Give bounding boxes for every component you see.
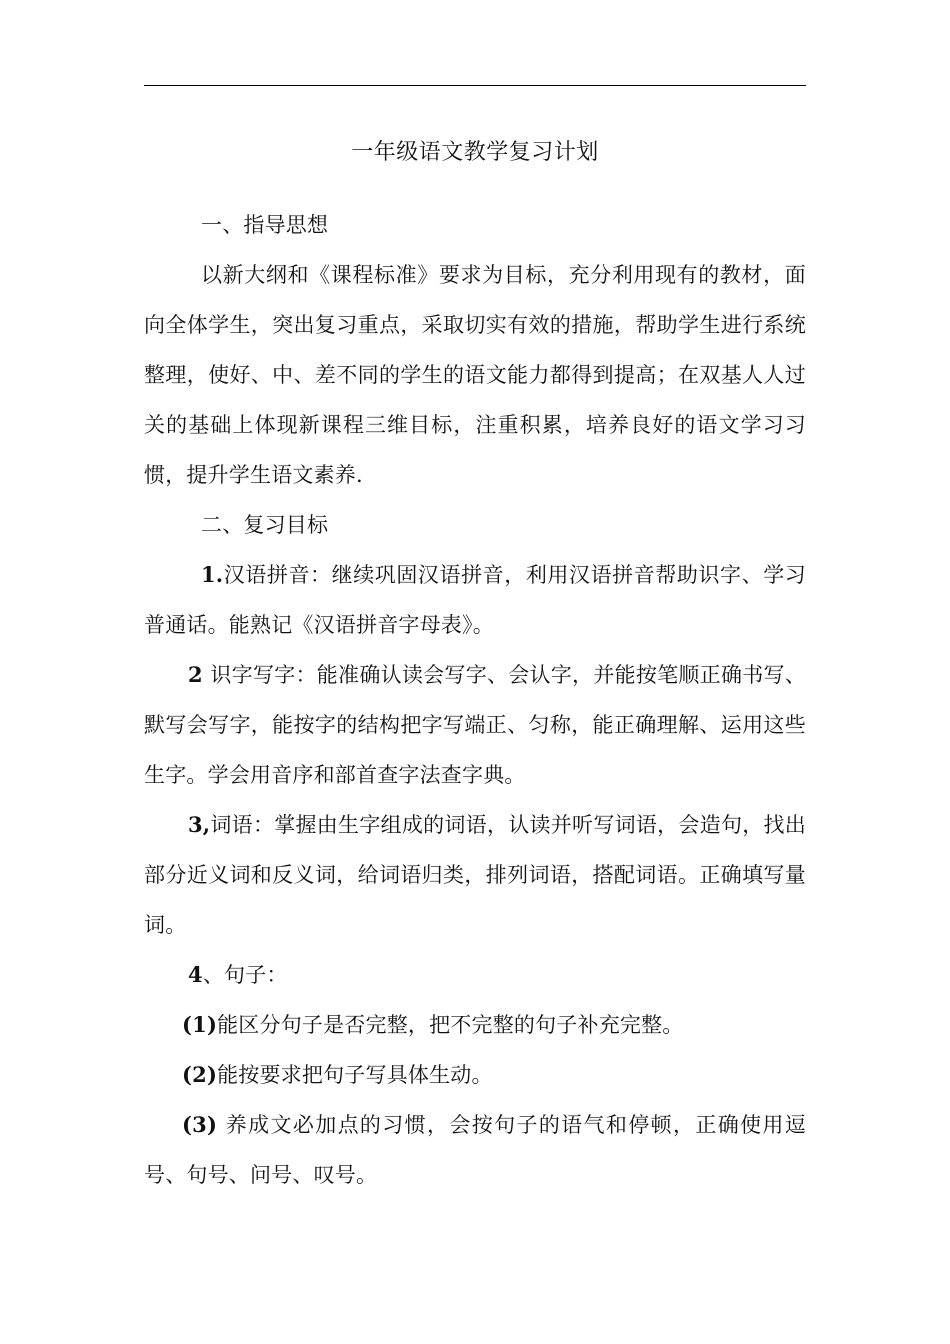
goal-item-text: 汉语拼音：继续巩固汉语拼音，利用汉语拼音帮助识字、学习普通话。能熟记《汉语拼音字母表》。 (144, 563, 806, 637)
goal-item-text: 词语：掌握由生字组成的词语，认读并听写词语，会造句，找出部分近义词和反义词，给词语归类，排列词语，搭配词语。正确填写量词。 (144, 813, 806, 937)
goal-item-number: 3, (188, 812, 211, 837)
sub-item-number: (1) (182, 1012, 218, 1037)
sub-item-text: 能区分句子是否完整，把不完整的句子补充完整。 (217, 1013, 684, 1037)
goal-item-words (144, 800, 806, 950)
sub-item-text: 能按要求把句子写具体生动。 (217, 1063, 493, 1087)
goal-item-number: 1. (201, 562, 224, 587)
goal-item-number: 2 (188, 662, 211, 687)
header-rule (144, 85, 806, 86)
sub-item-text: 养成文必加点的习惯，会按句子的语气和停顿，正确使用逗号、句号、问号、叹号。 (144, 1113, 806, 1187)
document-body (144, 200, 806, 1200)
goal-item-pinyin (144, 550, 806, 650)
sub-item-number: (3) (182, 1112, 226, 1137)
goal-item-characters (144, 650, 806, 800)
document-title: 一年级语文教学复习计划 (351, 140, 599, 165)
goal-item-sentences (144, 950, 806, 1000)
sentence-sub-item-1 (144, 1000, 806, 1050)
goal-item-text: 识字写字：能准确认读会写字、会认字，并能按笔顺正确书写、默写会写字，能按字的结构把字写端正、匀称，能正确理解、运用这些生字。学会用音序和部首查字法查字典。 (144, 663, 806, 787)
sentence-sub-item-3 (144, 1100, 806, 1200)
section-heading-review-goals: 二、复习目标 (201, 513, 329, 537)
section-heading-guiding-thought: 一、指导思想 (201, 213, 329, 237)
goal-item-text: 、句子： (202, 963, 288, 987)
guiding-thought-paragraph: 以新大纲和《课程标准》要求为目标，充分利用现有的教材，面向全体学生，突出复习重点，采取切实有效的措施，帮助学生进行系统整理，使好、中、差不同的学生的语文能力都得到提高；在双基人人过关的基础上体现新课程三维目标，注重积累，培养良好的语文学习习惯，提升学生语文素养. (144, 263, 806, 487)
sub-item-number: (2) (182, 1062, 218, 1087)
goal-item-number: 4 (188, 962, 203, 987)
sentence-sub-item-2 (144, 1050, 806, 1100)
